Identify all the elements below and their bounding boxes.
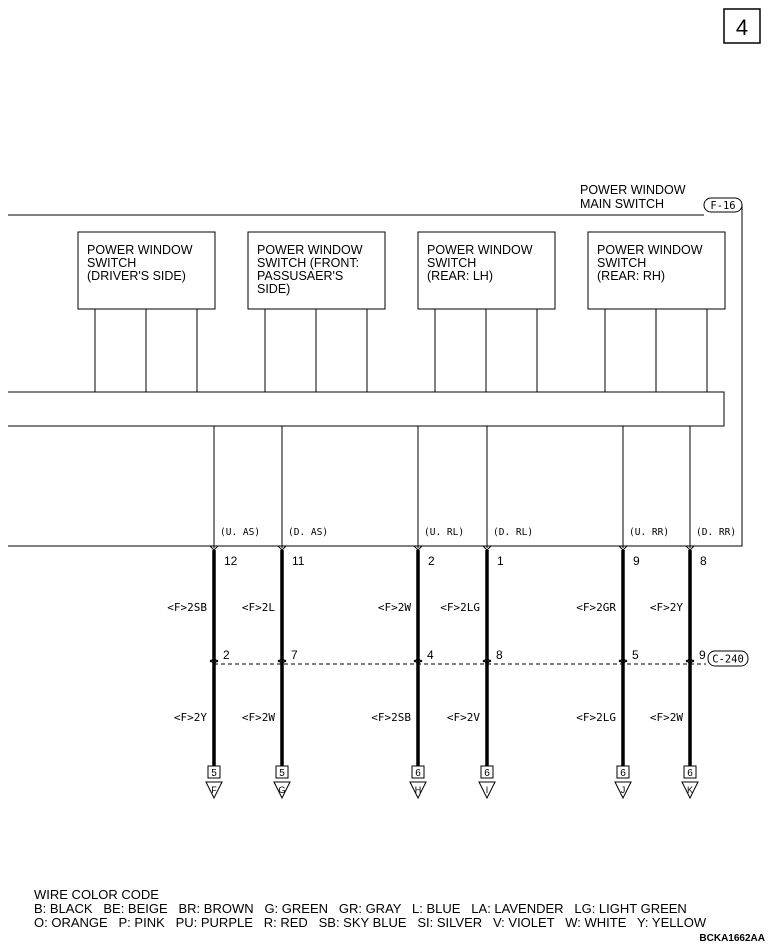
pin-number-main: 1 — [497, 554, 504, 568]
signal-label: (U. RL) — [424, 527, 465, 538]
page-number: 4 — [735, 15, 749, 40]
wire-color-lower: <F>2LG — [576, 711, 616, 724]
signal-label: (U. RR) — [629, 527, 670, 538]
switch-label-line: (DRIVER'S SIDE) — [87, 269, 186, 283]
pin-number-main: 11 — [292, 554, 305, 568]
destination-letter: H — [414, 785, 422, 795]
main-switch-label-line2: MAIN SWITCH — [580, 197, 665, 211]
switch-label-line: POWER WINDOW — [257, 243, 363, 257]
destination-letter: G — [278, 785, 286, 795]
signal-label: (U. AS) — [220, 527, 261, 538]
wire-k — [650, 426, 736, 798]
switch-label-line: POWER WINDOW — [87, 243, 193, 257]
destination-letter: F — [211, 785, 217, 795]
wire-color-upper: <F>2LG — [440, 601, 480, 614]
legend-line-2: O: ORANGE P: PINK PU: PURPLE R: RED SB: SKY BLUE SI: SILVER V: VIOLET W: WHITE Y: YELLOW — [34, 915, 707, 930]
wire-color-lower: <F>2Y — [173, 711, 207, 724]
switch-label-line: SWITCH — [597, 256, 647, 270]
pin-number-mid: 7 — [291, 648, 298, 662]
legend-title: WIRE COLOR CODE — [34, 887, 159, 902]
destination-letter: K — [686, 785, 694, 795]
wire-color-upper: <F>2GR — [576, 601, 616, 614]
destination-page-number: 6 — [484, 768, 490, 779]
pin-number-main: 12 — [224, 554, 238, 568]
switch-box-3 — [418, 232, 555, 392]
wire-i — [440, 426, 533, 798]
switch-label-line: SWITCH (FRONT: — [257, 256, 360, 270]
wire-g — [242, 426, 328, 798]
switch-box-4 — [588, 232, 725, 392]
pin-number-mid: 9 — [699, 648, 706, 662]
pin-number-mid: 2 — [223, 648, 230, 662]
wire-color-upper: <F>2L — [241, 601, 275, 614]
pin-number-main: 2 — [428, 554, 435, 568]
switch-label-line: PASSUSAER'S — [257, 269, 344, 283]
switch-label-line: POWER WINDOW — [597, 243, 703, 257]
wire-color-upper: <F>2SB — [167, 601, 207, 614]
signal-label: (D. AS) — [288, 527, 329, 538]
destination-page-number: 6 — [687, 768, 693, 779]
switch-box-1 — [78, 232, 215, 392]
switch-boxes — [78, 232, 725, 392]
destination-page-number: 5 — [211, 768, 217, 779]
switch-label-line: (REAR: RH) — [597, 269, 666, 283]
wire-color-lower: <F>2W — [649, 711, 683, 724]
pin-number-main: 9 — [633, 554, 640, 568]
destination-page-number: 6 — [620, 768, 626, 779]
pin-number-main: 8 — [700, 554, 707, 568]
wire-color-lower: <F>2SB — [371, 711, 411, 724]
wire-color-upper: <F>2Y — [649, 601, 683, 614]
destination-letter: I — [485, 785, 489, 795]
destination-page-number: 5 — [279, 768, 285, 779]
switch-label-line: SWITCH — [87, 256, 137, 270]
switch-label-line: SWITCH — [427, 256, 477, 270]
switch-label-line: (REAR: LH) — [427, 269, 493, 283]
switch-label-line: SIDE) — [257, 282, 291, 296]
switch-label-line: POWER WINDOW — [427, 243, 533, 257]
wire-color-lower: <F>2W — [241, 711, 275, 724]
destination-letter: J — [620, 785, 626, 795]
signal-label: (D. RL) — [493, 527, 534, 538]
main-switch-label-line1: POWER WINDOW — [580, 183, 686, 197]
pin-number-mid: 5 — [632, 648, 639, 662]
internal-bus — [8, 392, 724, 426]
wire-color-upper: <F>2W — [377, 601, 411, 614]
legend-line-1: B: BLACK BE: BEIGE BR: BROWN G: GREEN GR: GRAY L: BLUE LA: LAVENDER LG: LIGHT GREEN — [34, 901, 687, 916]
mid-connector-code: C-240 — [712, 653, 744, 666]
wire-color-lower: <F>2V — [446, 711, 480, 724]
pin-number-mid: 8 — [496, 648, 503, 662]
wire-harness — [167, 426, 736, 798]
destination-page-number: 6 — [415, 768, 421, 779]
main-switch-connector-code: F-16 — [710, 200, 736, 212]
signal-label: (D. RR) — [696, 527, 737, 538]
pin-number-mid: 4 — [427, 648, 434, 662]
switch-box-2 — [248, 232, 385, 392]
figure-code: BCKA1662AA — [699, 933, 765, 944]
